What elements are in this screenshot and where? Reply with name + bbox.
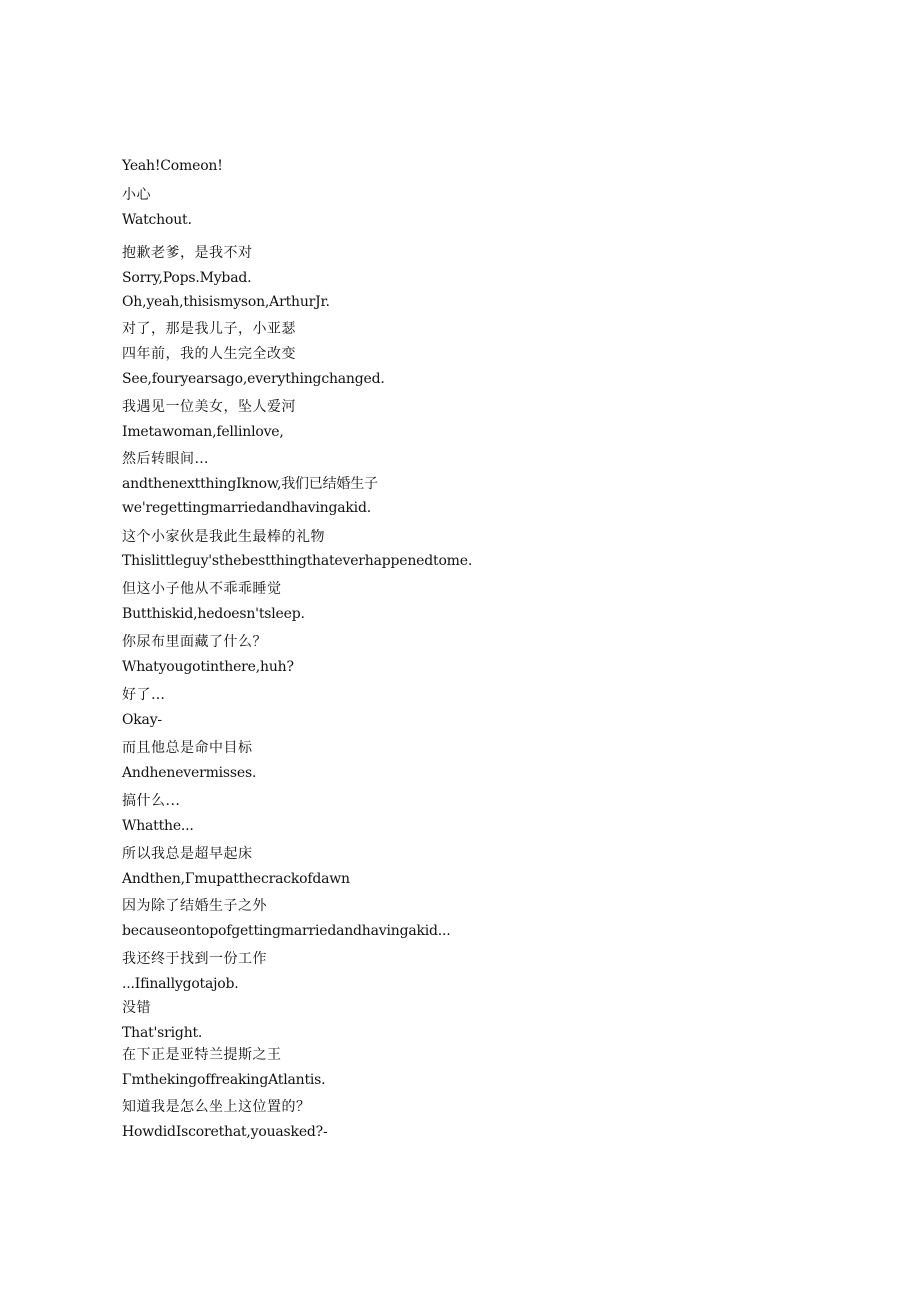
subtitle-line: 我遇见一位美女，坠人爱河 — [122, 399, 296, 415]
subtitle-line: 但这小子他从不乖乖睡觉 — [122, 581, 282, 597]
subtitle-line: See,fouryearsago,everythingchanged. — [122, 371, 385, 387]
subtitle-line: Andthen,Γmupatthecrackofdawn — [122, 871, 350, 887]
subtitle-line: 四年前，我的人生完全改变 — [122, 346, 296, 362]
subtitle-line: 好了… — [122, 687, 166, 703]
subtitle-line: 我还终于找到一份工作 — [122, 951, 267, 967]
subtitle-line: Oh,yeah,thisismyson,ArthurJr. — [122, 294, 330, 310]
subtitle-line: Yeah!Comeon! — [122, 158, 223, 174]
subtitle-line: That'sright. — [122, 1025, 203, 1041]
subtitle-line: Butthiskid,hedoesn'tsleep. — [122, 606, 305, 622]
subtitle-line: Thislittleguy'sthebestthingthateverhappenedtome. — [122, 553, 473, 569]
subtitle-line: 而且他总是命中目标 — [122, 740, 253, 756]
subtitle-line: becauseontopofgettingmarriedandhavingakid... — [122, 923, 451, 939]
subtitle-line: 小心 — [122, 187, 151, 203]
subtitle-line: Imetawoman,fellinlove, — [122, 424, 284, 440]
subtitle-line: Whatthe... — [122, 818, 194, 834]
subtitle-line: we'regettingmarriedandhavingakid. — [122, 500, 371, 516]
subtitle-line: Whatyougotinthere,huh? — [122, 659, 294, 675]
subtitle-line: 这个小家伙是我此生最棒的礼物 — [122, 529, 325, 545]
subtitle-line: 所以我总是超早起床 — [122, 846, 253, 862]
subtitle-line: Andhenevermisses. — [122, 765, 257, 781]
subtitle-line: Watchout. — [122, 212, 192, 228]
subtitle-line: 然后转眼间… — [122, 451, 209, 467]
subtitle-line: 对了，那是我儿子，小亚瑟 — [122, 321, 296, 337]
subtitle-line: HowdidIscorethat,youasked?- — [122, 1124, 328, 1140]
subtitle-line: 没错 — [122, 1000, 151, 1016]
subtitle-line: 搞什么... — [122, 793, 181, 809]
subtitle-line: 你尿布里面藏了什么？ — [122, 634, 267, 650]
subtitle-line: Sorry,Pops.Mybad. — [122, 270, 252, 286]
subtitle-line: Okay- — [122, 712, 162, 728]
subtitle-line: ...Ifinallygotajob. — [122, 976, 239, 992]
subtitle-line: andthenextthingIknow,我们已结婚生子 — [122, 476, 378, 492]
subtitle-line: ΓmthekingoffreakingAtlantis. — [122, 1072, 326, 1088]
subtitle-line: 因为除了结婚生子之外 — [122, 898, 267, 914]
subtitle-line: 在下正是亚特兰提斯之王 — [122, 1047, 282, 1063]
subtitle-line: 知道我是怎么坐上这位置的？ — [122, 1099, 311, 1115]
subtitle-line: 抱歉老爹，是我不对 — [122, 245, 253, 261]
